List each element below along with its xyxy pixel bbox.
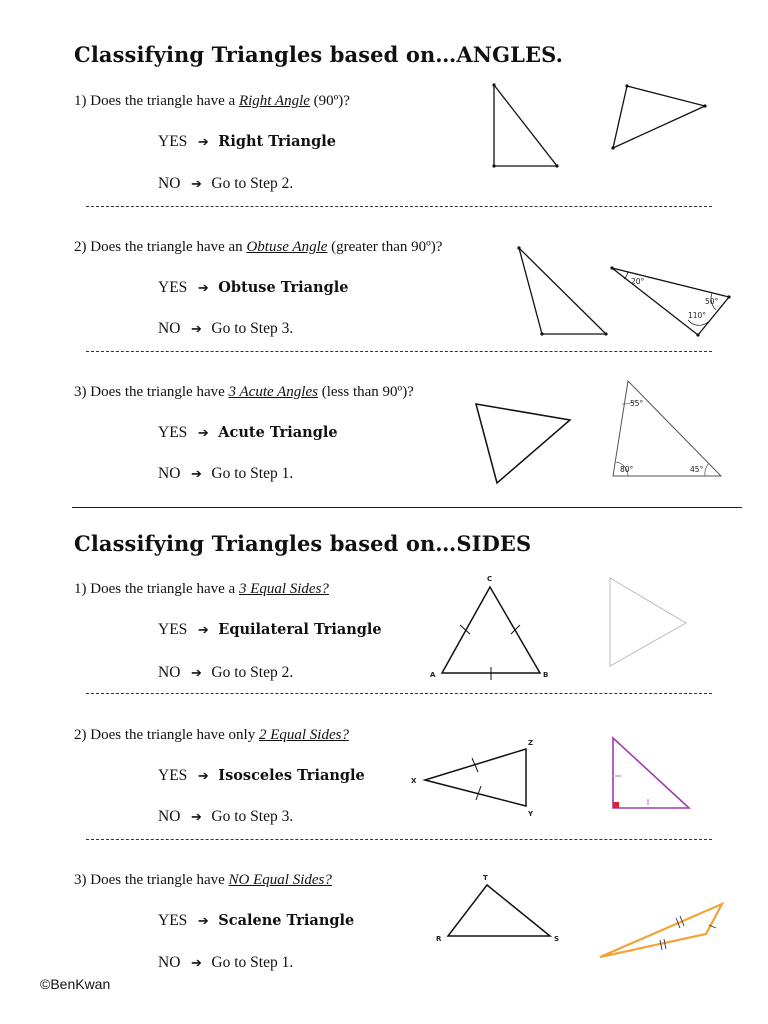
yes-label: YES xyxy=(158,133,188,150)
question-prefix: 2) Does the triangle have an xyxy=(74,239,247,255)
arrow-right-icon: ➔ xyxy=(197,280,209,295)
yes-label: YES xyxy=(158,279,188,296)
result-label: Acute Triangle xyxy=(218,424,338,441)
angle-label: 110° xyxy=(688,311,707,320)
question-prefix: 3) Does the triangle have xyxy=(74,872,229,888)
vertex-label: C xyxy=(487,575,493,583)
no-label: NO xyxy=(158,175,181,192)
question-suffix: (less than 90º)? xyxy=(317,384,414,400)
angle-label: 80° xyxy=(620,465,634,474)
arrow-right-icon: ➔ xyxy=(190,665,202,680)
question-term: 3 Acute Angles xyxy=(228,384,318,400)
yes-label: YES xyxy=(158,767,188,784)
vertex-label: R xyxy=(436,935,442,943)
arrow-right-icon: ➔ xyxy=(197,913,209,928)
question-suffix: (greater than 90º)? xyxy=(327,239,443,255)
question-term: 3 Equal Sides? xyxy=(238,581,329,597)
question-term: Obtuse Angle xyxy=(246,239,328,255)
question-prefix: 2) Does the triangle have only xyxy=(74,727,259,743)
arrow-right-icon: ➔ xyxy=(197,622,209,637)
question-prefix: 3) Does the triangle have xyxy=(74,384,229,400)
next-step-label: Go to Step 1. xyxy=(211,954,294,971)
vertex-label: Z xyxy=(528,739,534,747)
yes-label: YES xyxy=(158,424,188,441)
vertex-label: T xyxy=(483,874,488,882)
no-label: NO xyxy=(158,808,181,825)
arrow-right-icon: ➔ xyxy=(190,466,202,481)
no-label: NO xyxy=(158,664,181,681)
scalene-triangle-figure xyxy=(448,885,550,936)
next-step-label: Go to Step 3. xyxy=(211,808,294,825)
question-term: 2 Equal Sides? xyxy=(258,727,349,743)
vertex-label: X xyxy=(411,777,417,785)
vertex-label: A xyxy=(430,671,436,679)
next-step-label: Go to Step 2. xyxy=(211,175,294,192)
angle-label: 55° xyxy=(630,399,644,408)
arrow-right-icon: ➔ xyxy=(190,809,202,824)
arrow-right-icon: ➔ xyxy=(197,768,209,783)
arrow-right-icon: ➔ xyxy=(197,425,209,440)
vertex-label: Y xyxy=(528,810,534,818)
result-label: Obtuse Triangle xyxy=(218,279,349,296)
vertex-label: B xyxy=(543,671,549,679)
sides-heading: Classifying Triangles based on…SIDES xyxy=(74,531,532,556)
angle-label: 50° xyxy=(705,297,719,306)
yes-label: YES xyxy=(158,621,188,638)
copyright-footer: ©BenKwan xyxy=(40,976,111,992)
question-prefix: 1) Does the triangle have a xyxy=(74,93,239,109)
next-step-label: Go to Step 3. xyxy=(211,320,294,337)
next-step-label: Go to Step 1. xyxy=(211,465,294,482)
angles-heading: Classifying Triangles based on…ANGLES. xyxy=(74,42,564,67)
vertex-label: S xyxy=(554,935,560,943)
result-label: Scalene Triangle xyxy=(218,912,355,929)
next-step-label: Go to Step 2. xyxy=(211,664,294,681)
scalene-orange-triangle-figure xyxy=(600,904,722,957)
angle-label: 45° xyxy=(690,465,704,474)
yes-label: YES xyxy=(158,912,188,929)
arrow-right-icon: ➔ xyxy=(190,321,202,336)
result-label: Right Triangle xyxy=(218,133,336,150)
result-label: Isosceles Triangle xyxy=(218,767,365,784)
arrow-right-icon: ➔ xyxy=(190,955,202,970)
angle-label: 20° xyxy=(631,277,645,286)
arrow-right-icon: ➔ xyxy=(197,134,209,149)
question-term: NO Equal Sides? xyxy=(228,872,332,888)
question-prefix: 1) Does the triangle have a xyxy=(74,581,239,597)
question-suffix: (90º)? xyxy=(309,93,350,109)
question-term: Right Angle xyxy=(238,93,310,109)
no-label: NO xyxy=(158,465,181,482)
result-label: Equilateral Triangle xyxy=(218,621,382,638)
no-label: NO xyxy=(158,954,181,971)
arrow-right-icon: ➔ xyxy=(190,176,202,191)
no-label: NO xyxy=(158,320,181,337)
